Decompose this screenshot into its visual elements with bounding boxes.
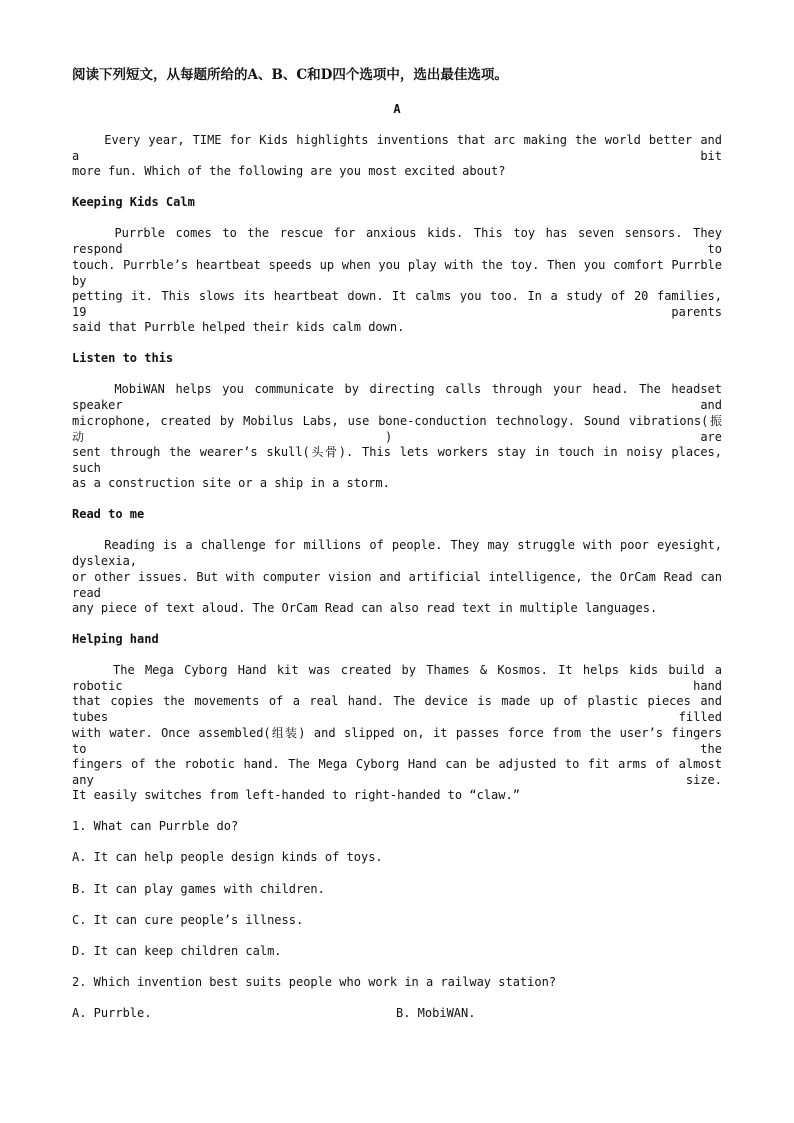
option-c: C. It can cure people’s illness. xyxy=(72,913,304,927)
paragraph-line: It easily switches from left-handed to right-handed to “claw.” xyxy=(72,788,520,802)
section-title: Helping hand xyxy=(72,632,159,646)
question-stem: 1. What can Purrble do? xyxy=(72,819,239,833)
option-b: B. It can play games with children. xyxy=(72,882,325,896)
section-title: Keeping Kids Calm xyxy=(72,195,195,209)
section-label: A xyxy=(393,102,401,116)
paragraph-line: any piece of text aloud. The OrCam Read can also read text in multiple languages. xyxy=(72,601,658,615)
option-b: B. MobiWAN. xyxy=(396,1006,476,1020)
question-stem: 2. Which invention best suits people who work in a railway station? xyxy=(72,975,557,989)
paragraph-line: touch. Purrble’s heartbeat speeds up when you play with the toy. Then you comfort Purrble by xyxy=(72,258,730,288)
paragraph-line: sent through the wearer’s skull(头骨). This lets workers stay in touch in noisy places, such xyxy=(72,445,730,475)
intro-line: Every year, TIME for Kids highlights inventions that arc making the world better and a bit xyxy=(72,133,730,163)
intro-line: more fun. Which of the following are you most excited about? xyxy=(72,164,506,178)
paragraph-line: The Mega Cyborg Hand kit was created by Thames & Kosmos. It helps kids build a robotic hand xyxy=(72,663,730,693)
paragraph-line: petting it. This slows its heartbeat down. It calms you too. In a study of 20 families, 19 parents xyxy=(72,289,730,319)
paragraph-line: that copies the movements of a real hand. The device is made up of plastic pieces and tubes filled xyxy=(72,694,730,724)
paragraph-line: Reading is a challenge for millions of people. They may struggle with poor eyesight, dyslexia, xyxy=(72,538,730,568)
paragraph-line: Purrble comes to the rescue for anxious kids. This toy has seven sensors. They respond to xyxy=(72,226,730,256)
paragraph-line: MobiWAN helps you communicate by directing calls through your head. The headset speaker and xyxy=(72,382,730,412)
paragraph-line: microphone, created by Mobilus Labs, use bone-conduction technology. Sound vibrations(振动) are xyxy=(72,414,722,444)
paragraph-line: fingers of the robotic hand. The Mega Cyborg Hand can be adjusted to fit arms of almost any size. xyxy=(72,757,730,787)
option-a: A. Purrble. xyxy=(72,1006,152,1020)
paragraph-line: as a construction site or a ship in a storm. xyxy=(72,476,390,490)
instruction: 阅读下列短文，从每题所给的A、B、C和D四个选项中，选出最佳选项。 xyxy=(72,67,508,83)
paragraph-line: with water. Once assembled(组装) and slipped on, it passes force from the user’s fingers to the xyxy=(72,726,730,756)
paragraph-line: or other issues. But with computer vision and artificial intelligence, the OrCam Read can read xyxy=(72,570,730,600)
paragraph-line: said that Purrble helped their kids calm down. xyxy=(72,320,405,334)
section-title: Read to me xyxy=(72,507,145,521)
option-a: A. It can help people design kinds of toys. xyxy=(72,850,383,864)
section-title: Listen to this xyxy=(72,351,174,365)
option-d: D. It can keep children calm. xyxy=(72,944,282,958)
